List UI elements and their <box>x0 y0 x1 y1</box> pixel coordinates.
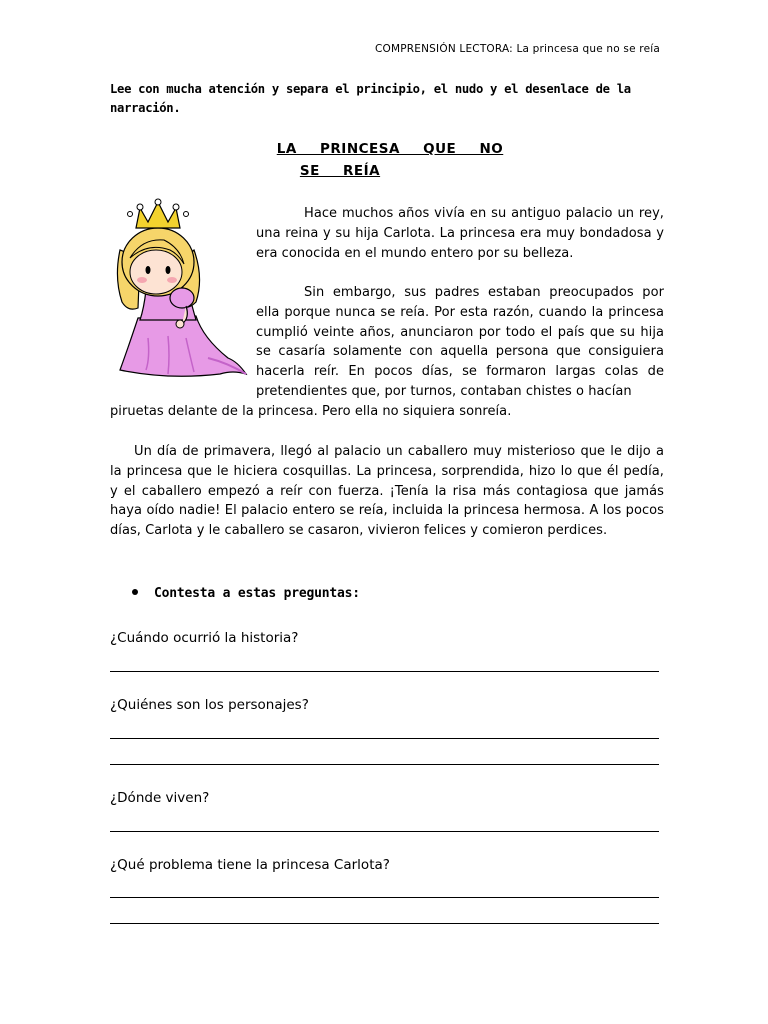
story-paragraph-2-end <box>110 402 664 422</box>
question-1: ¿Cuándo ocurrió la historia? <box>110 630 299 646</box>
story-paragraph-1-text: Hace muchos años vivía en su antiguo palacio un rey, una reina y su hija Carlota. La princesa era muy bondadosa y era conocida en el mundo entero por su belleza. <box>256 206 664 261</box>
story-paragraph-1 <box>256 204 664 263</box>
story-paragraph-2-end-text: piruetas delante de la princesa. Pero ella no siquiera sonreía. <box>110 404 512 419</box>
story-title-line1: LA PRINCESA QUE NO <box>276 141 504 157</box>
questions-heading-text: Contesta a estas preguntas: <box>154 586 360 601</box>
answer-line-3[interactable] <box>110 831 659 832</box>
story-paragraph-2-text: Sin embargo, sus padres estaban preocupados por ella porque nunca se reía. Por esta razón, cuando la princesa cumplió veinte años, anunciaron por todo el país que su hija se casaría solamente con aquella persona que consiguiera hacerla reír. En pocos días, se formaron largas colas de pretendientes que, por turnos, contaban chistes o hacían <box>256 285 664 399</box>
question-3: ¿Dónde viven? <box>110 790 210 806</box>
answer-line-2b[interactable] <box>110 764 659 765</box>
story-paragraph-3 <box>110 442 664 541</box>
page-header: COMPRENSIÓN LECTORA: La princesa que no se reía <box>375 43 660 55</box>
questions-heading <box>132 586 360 601</box>
answer-line-4a[interactable] <box>110 897 659 898</box>
answer-line-4b[interactable] <box>110 923 659 924</box>
answer-line-2a[interactable] <box>110 738 659 739</box>
question-2: ¿Quiénes son los personajes? <box>110 697 309 713</box>
question-4: ¿Qué problema tiene la princesa Carlota? <box>110 857 390 873</box>
instruction-text: Lee con mucha atención y separa el principio, el nudo y el desenlace de la narración. <box>110 82 631 115</box>
answer-line-1[interactable] <box>110 671 659 672</box>
story-title-line2: SE REÍA <box>299 163 381 179</box>
story-paragraph-3-text: Un día de primavera, llegó al palacio un caballero muy misterioso que le dijo a la princesa que le hiciera cosquillas. La princesa, sorprendida, hizo lo que él pedía, y el caballero empezó a reír con fuerza. ¡Tenía la risa más contagiosa que jamás haya oído nadie! El palacio entero se reía, incluida la princesa hermosa. A los pocos días, Carlota y le caballero se casaron, vivieron felices y comieron perdices. <box>110 444 664 539</box>
bullet-icon <box>132 589 138 595</box>
princess-illustration <box>108 198 248 383</box>
story-paragraph-2 <box>256 283 664 402</box>
